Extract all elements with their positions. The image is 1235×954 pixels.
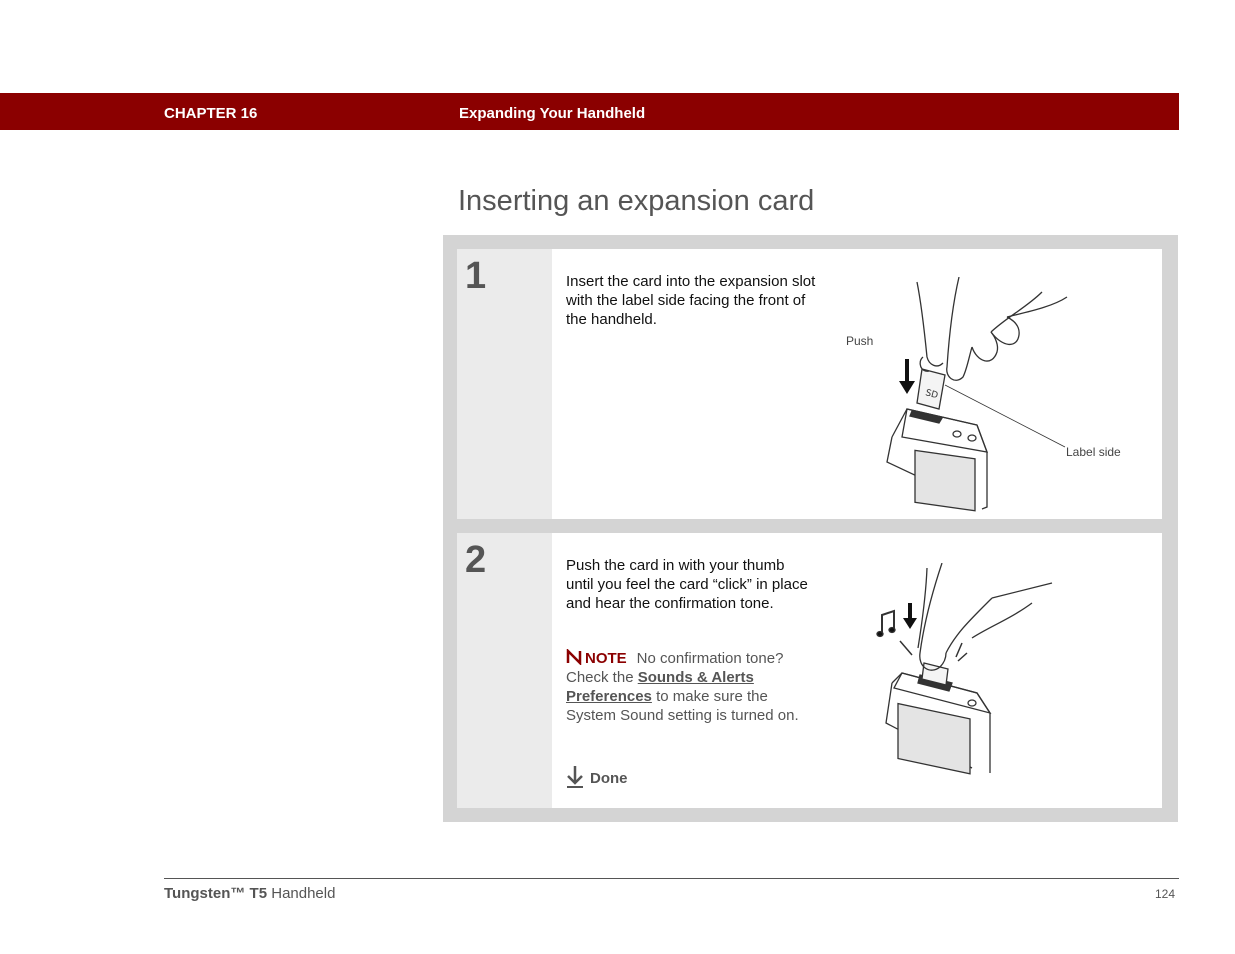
page-title: Inserting an expansion card	[458, 185, 815, 217]
step-2-text: Push the card in with your thumb until you feel the card “click” in place and hear the confirmation tone.	[566, 557, 808, 612]
chapter-label: CHAPTER 16	[164, 105, 258, 122]
sounds-alerts-preferences-link[interactable]: Sounds & Alerts Preferences	[566, 669, 754, 705]
step-number: 1	[465, 255, 487, 297]
push-callout: Push	[846, 334, 874, 348]
svg-text:SD: SD	[924, 388, 940, 402]
step-number-column	[457, 249, 552, 519]
page-number: 124	[1155, 887, 1176, 901]
chapter-title: Expanding Your Handheld	[459, 105, 646, 122]
label-side-callout: Label side	[1066, 445, 1121, 459]
push-card-illustration	[872, 563, 1072, 778]
note-block	[566, 649, 816, 725]
note-label: NOTE	[585, 650, 627, 667]
chapter-header-bar	[0, 93, 1179, 130]
done-arrow-icon	[566, 765, 584, 789]
step-number: 2	[465, 539, 487, 581]
insert-card-illustration	[877, 277, 1077, 512]
footer-product-name: Tungsten™ T5	[164, 885, 268, 902]
step-1-text: Insert the card into the expansion slot with the label side facing the front of the handheld.	[566, 273, 816, 328]
footer-rule	[164, 878, 1179, 879]
step-1	[457, 249, 1162, 519]
note-text-after: to make sure the System Sound setting is turned on.	[566, 688, 799, 724]
footer-product	[164, 885, 335, 902]
step-2	[457, 533, 1162, 808]
done-marker	[566, 765, 628, 789]
step-number-column	[457, 533, 552, 808]
note-icon	[566, 649, 582, 665]
note-text-before: No confirmation tone? Check the	[566, 650, 784, 686]
footer-product-suffix: Handheld	[271, 885, 336, 902]
done-label: Done	[590, 770, 628, 787]
